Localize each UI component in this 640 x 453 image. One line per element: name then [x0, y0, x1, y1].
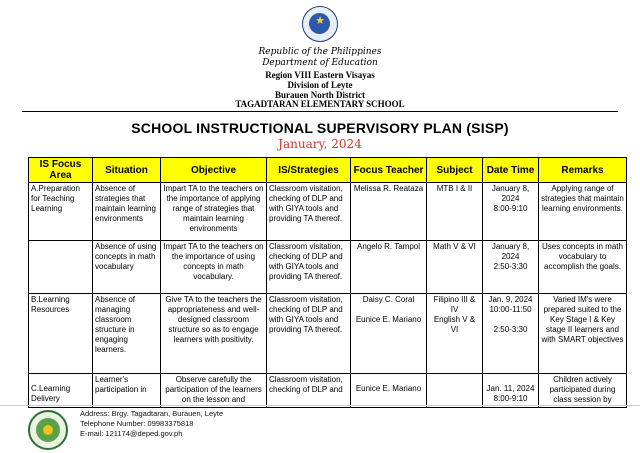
- document-title: SCHOOL INSTRUCTIONAL SUPERVISORY PLAN (SISP): [131, 120, 509, 136]
- cell-subject-2: English V & VI: [433, 315, 476, 334]
- cell-situation: Learner's participation in: [93, 374, 161, 408]
- header-republic: Republic of the Philippines: [258, 47, 382, 57]
- col-header-focus: IS Focus Area: [29, 158, 93, 183]
- document-subtitle: January, 2024: [278, 137, 362, 151]
- col-header-remarks: Remarks: [539, 158, 627, 183]
- cell-strategies: Classroom visitation, checking of DLP and: [267, 374, 351, 408]
- table-row: [29, 241, 627, 294]
- footer-address: Address: Brgy. Tagadtaran, Burauen, Leyte: [80, 409, 224, 418]
- cell-date: January 8, 2024: [491, 242, 530, 261]
- col-header-strategies: IS/Strategies: [267, 158, 351, 183]
- cell-focus: C.Learning Delivery: [29, 374, 93, 408]
- cell-teacher: Melissa R. Reataza: [351, 183, 427, 241]
- footer-divider: [0, 405, 640, 406]
- cell-objective: Observe carefully the participation of the learners on the lesson and: [161, 374, 267, 408]
- deped-seal-icon: ★: [302, 6, 338, 42]
- header-region: Region VIII Eastern Visayas: [265, 70, 375, 80]
- sisp-table: [28, 157, 627, 408]
- header-divider: [22, 111, 618, 112]
- cell-subject: [427, 374, 483, 408]
- cell-objective: Give TA to the teachers the appropriateness and well-designed classroom structure so as to engage learners with positivity.: [161, 294, 267, 374]
- cell-situation: Absence of managing classroom structure in engaging learners.: [93, 294, 161, 374]
- header-district: Burauen North District: [275, 90, 365, 100]
- cell-teacher: [351, 294, 427, 374]
- cell-remarks: Children actively participated during class session by: [539, 374, 627, 408]
- cell-date: Jan. 9, 2024: [488, 295, 533, 304]
- cell-remarks: Uses concepts in math vocabulary to accomplish the goals.: [539, 241, 627, 294]
- cell-subject: Math V & VI: [427, 241, 483, 294]
- footer-phone: Telephone Number: 09983375818: [80, 419, 194, 428]
- cell-objective: Impart TA to the teachers on the importance of applying range of strategies that maintain learning environments: [161, 183, 267, 241]
- cell-strategies: Classroom visitation, checking of DLP and with GIYA tools and providing TA thereof.: [267, 183, 351, 241]
- header-division: Division of Leyte: [287, 80, 353, 90]
- cell-situation: Absence of strategies that maintain learning environments: [93, 183, 161, 241]
- col-header-date: Date Time: [483, 158, 539, 183]
- cell-objective: Impart TA to the teachers on the importance of using concepts in math vocabulary.: [161, 241, 267, 294]
- col-header-subject: Subject: [427, 158, 483, 183]
- cell-datetime: [483, 241, 539, 294]
- cell-strategies: Classroom visitation, checking of DLP and with GIYA tools and providing TA thereof.: [267, 241, 351, 294]
- cell-teacher-2: Eunice E. Mariano: [355, 315, 422, 324]
- table-row: [29, 374, 627, 408]
- table-row: [29, 183, 627, 241]
- cell-focus: A.Preparation for Teaching Learning: [29, 183, 93, 241]
- table-header-row: [29, 158, 627, 183]
- table-row: [29, 294, 627, 374]
- cell-subject: MTB I & II: [427, 183, 483, 241]
- cell-focus: B.Learning Resources: [29, 294, 93, 374]
- cell-remarks: Varied IM's were prepared suited to the Key Stage I & Key stage II learners and with SMART objectives: [539, 294, 627, 374]
- col-header-situation: Situation: [93, 158, 161, 183]
- cell-focus: [29, 241, 93, 294]
- header-school: TAGADTARAN ELEMENTARY SCHOOL: [235, 99, 405, 109]
- cell-datetime: [483, 294, 539, 374]
- cell-time-2: 2:50-3:30: [493, 325, 528, 334]
- school-logo-icon: [28, 410, 68, 450]
- cell-teacher: Eunice E. Mariano: [351, 374, 427, 408]
- cell-date: January 8, 2024: [491, 184, 530, 203]
- col-header-teacher: Focus Teacher: [351, 158, 427, 183]
- cell-situation: Absence of using concepts in math vocabulary: [93, 241, 161, 294]
- cell-subject-1: Filipino III & IV: [433, 295, 476, 314]
- col-header-objective: Objective: [161, 158, 267, 183]
- cell-datetime: [483, 183, 539, 241]
- cell-subject: [427, 294, 483, 374]
- header-department: Department of Education: [262, 58, 378, 68]
- cell-teacher-1: Daisy C. Coral: [362, 295, 415, 304]
- cell-teacher: Angelo R. Tampol: [351, 241, 427, 294]
- cell-time: 8:00-9:10: [493, 204, 528, 213]
- cell-date: Jan. 11, 2024: [486, 384, 535, 393]
- cell-strategies: Classroom visitation, checking of DLP and with GIYA tools and providing TA thereof.: [267, 294, 351, 374]
- cell-time: 2:50-3:30: [493, 262, 528, 271]
- cell-time: 8:00-9:10: [493, 394, 528, 403]
- cell-datetime: [483, 374, 539, 408]
- cell-remarks: Applying range of strategies that maintain learning environments.: [539, 183, 627, 241]
- cell-time: 10:00-11:50: [489, 305, 532, 314]
- footer-email: E-mail: 121174@deped.gov.ph: [80, 429, 183, 438]
